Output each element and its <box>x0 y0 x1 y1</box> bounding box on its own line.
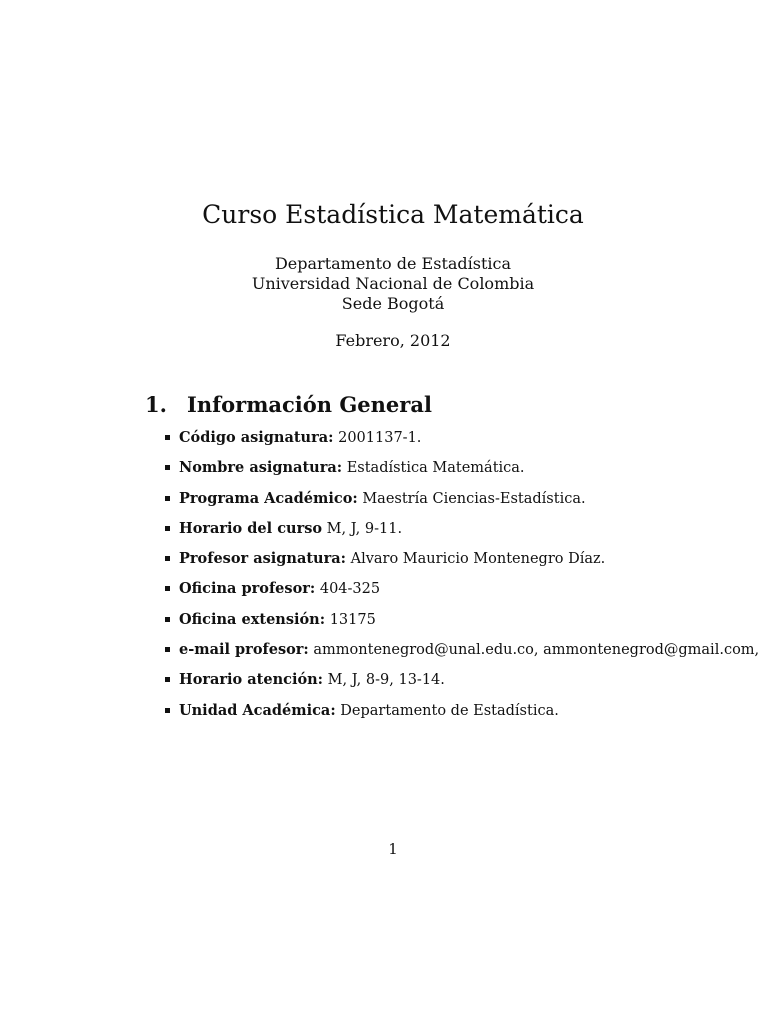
info-list <box>165 428 759 731</box>
item-value: Alvaro Mauricio Montenegro Díaz. <box>350 551 606 568</box>
bullet-icon <box>165 556 170 561</box>
list-item <box>165 701 759 731</box>
item-label: Unidad Académica: <box>179 701 336 719</box>
list-item <box>165 489 759 519</box>
section-heading <box>145 392 432 417</box>
item-value: Departamento de Estadística. <box>340 702 559 719</box>
item-value: Estadística Matemática. <box>346 460 525 477</box>
bullet-icon <box>165 496 170 501</box>
item-label: Código asignatura: <box>179 429 334 446</box>
item-label: Profesor asignatura: <box>179 550 346 568</box>
campus-line: Sede Bogotá <box>341 294 445 313</box>
item-value: ammontenegrod@unal.edu.co, ammontenegrod@gmail.com, <box>313 642 760 659</box>
item-label: e-mail profesor: <box>179 641 309 659</box>
item-value: M, J, 8-9, 13-14. <box>327 672 445 689</box>
bullet-icon <box>165 647 170 652</box>
department-block <box>0 254 768 314</box>
item-label: Oficina profesor: <box>179 580 316 598</box>
list-item <box>165 519 759 549</box>
department-line: Departamento de Estadística <box>274 254 512 273</box>
item-label: Programa Académico: <box>179 489 358 507</box>
item-value: 2001137-1. <box>338 430 422 446</box>
university-line: Universidad Nacional de Colombia <box>251 274 535 293</box>
document-title: Curso Estadística Matemática <box>202 200 584 229</box>
bullet-icon <box>165 465 170 470</box>
list-item <box>165 670 759 700</box>
item-label: Horario atención: <box>179 671 324 689</box>
bullet-icon <box>165 435 170 440</box>
list-item <box>165 640 759 670</box>
list-item <box>165 458 759 488</box>
list-item <box>165 610 759 640</box>
bullet-icon <box>165 708 170 713</box>
bullet-icon <box>165 677 170 682</box>
section-title: Información General <box>187 392 432 417</box>
bullet-icon <box>165 526 170 531</box>
item-label: Oficina extensión: <box>179 610 326 628</box>
item-value: Maestría Ciencias-Estadística. <box>362 490 586 507</box>
bullet-icon <box>165 586 170 591</box>
item-value: 404-325 <box>319 581 381 598</box>
section-number: 1. <box>145 392 167 417</box>
item-value: 13175 <box>329 611 376 628</box>
document-date: Febrero, 2012 <box>335 331 451 350</box>
item-label: Horario del curso <box>179 519 323 537</box>
list-item <box>165 428 759 458</box>
bullet-icon <box>165 617 170 622</box>
list-item <box>165 549 759 579</box>
list-item <box>165 579 759 609</box>
item-value: M, J, 9-11. <box>326 520 403 537</box>
item-label: Nombre asignatura: <box>179 459 343 477</box>
page-number: 1 <box>388 840 398 858</box>
